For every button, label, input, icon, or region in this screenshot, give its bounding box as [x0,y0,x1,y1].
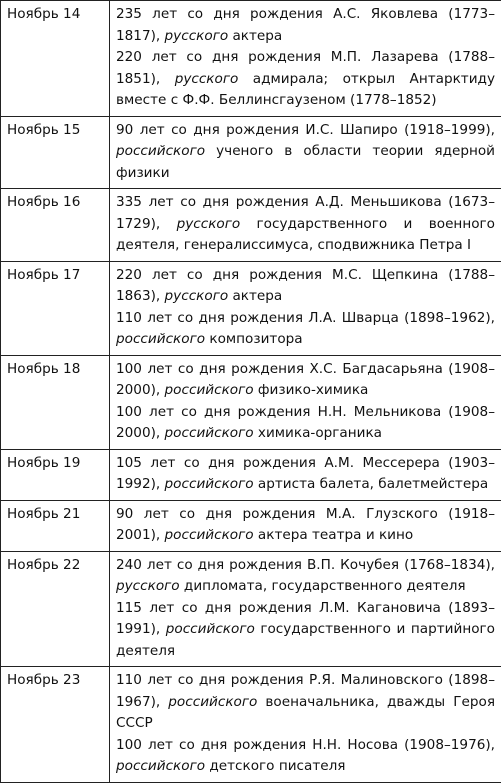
event-text: композитора [205,331,303,347]
event-text: ученого в области теории ядерной физики [116,143,495,181]
event-emphasis: российского [165,425,254,441]
event-entry [116,192,495,257]
event-text: 90 лет со дня рождения И.С. Шапиро (1918–1999), [116,122,495,138]
date-cell: Ноябрь 16 [1,189,110,262]
event-entry [116,47,495,112]
table-row [1,116,501,189]
table-row [1,189,501,262]
anniversary-table-body [1,1,501,783]
event-emphasis: российского [166,621,255,637]
table-row [1,1,501,117]
event-entry [116,308,495,351]
event-text: государственного и партийного деятеля [116,621,495,659]
event-text: артиста балета, балетмейстера [254,476,489,492]
events-cell [110,189,501,262]
event-text: химика-органика [254,425,382,441]
event-entry [116,120,495,185]
event-text: адмирала; открыл Антарктиду вместе с Ф.Ф. Беллинсгаузеном (1778–1852) [116,71,495,109]
event-text: актера [228,28,282,44]
event-entry [116,265,495,308]
date-cell: Ноябрь 22 [1,551,110,667]
event-entry [116,555,495,598]
event-entry [116,735,495,778]
date-cell: Ноябрь 19 [1,449,110,500]
event-text: 235 лет со дня рождения А.С. Яковлева (1773–1817), [116,6,495,44]
event-text: дипломата, государственного деятеля [180,578,466,594]
event-text: 240 лет со дня рождения В.П. Кочубея (1768–1834), [116,557,495,573]
events-cell [110,551,501,667]
date-cell: Ноябрь 23 [1,667,110,783]
event-text: 220 лет со дня рождения М.П. Лазарева (1788–1851), [116,49,495,87]
event-text: детского писателя [205,758,345,774]
event-entry [116,4,495,47]
event-text: 110 лет со дня рождения Р.Я. Малиновского (1898–1967), [116,672,495,710]
event-emphasis: российского [116,143,205,159]
event-text: физико-химика [254,382,369,398]
event-text: государственного и военного деятеля, генералиссимуса, сподвижника Петра I [116,216,495,254]
event-text: 100 лет со дня рождения Н.Н. Мельникова (1908–2000), [116,404,495,442]
events-cell [110,355,501,449]
date-cell: Ноябрь 14 [1,1,110,117]
event-text: 105 лет со дня рождения А.М. Мессерера (1903–1992), [116,455,495,493]
events-cell [110,116,501,189]
event-emphasis: российского [168,694,257,710]
event-emphasis: российского [116,331,205,347]
event-text: актера [228,288,282,304]
event-emphasis: российского [116,758,205,774]
table-row [1,261,501,355]
events-cell [110,500,501,551]
event-entry [116,402,495,445]
date-cell: Ноябрь 15 [1,116,110,189]
table-row [1,355,501,449]
event-text: 100 лет со дня рождения Н.Н. Носова (1908–1976), [116,737,495,753]
event-emphasis: русского [177,216,241,232]
event-emphasis: русского [116,578,180,594]
date-cell: Ноябрь 17 [1,261,110,355]
event-text: 110 лет со дня рождения Л.А. Шварца (1898–1962), [116,310,495,326]
table-row [1,500,501,551]
event-emphasis: российского [165,527,254,543]
event-emphasis: российского [165,476,254,492]
table-row [1,551,501,667]
events-cell [110,261,501,355]
event-text: актера театра и кино [254,527,414,543]
event-text: 220 лет со дня рождения М.С. Щепкина (1788–1863), [116,267,495,305]
event-emphasis: русского [175,71,239,87]
event-entry [116,504,495,547]
events-cell [110,449,501,500]
event-text: 115 лет со дня рождения Л.М. Кагановича (1893–1991), [116,600,495,638]
date-cell: Ноябрь 18 [1,355,110,449]
event-entry [116,670,495,735]
event-entry [116,598,495,663]
event-text: 90 лет со дня рождения М.А. Глузского (1918–2001), [116,506,495,544]
event-entry [116,453,495,496]
event-emphasis: российского [165,382,254,398]
event-emphasis: русского [165,28,229,44]
date-cell: Ноябрь 21 [1,500,110,551]
event-emphasis: русского [165,288,229,304]
event-entry [116,359,495,402]
table-row [1,449,501,500]
event-text: 335 лет со дня рождения А.Д. Меньшикова (1673–1729), [116,194,495,232]
event-text: военачальника, дважды Героя СССР [116,694,495,732]
events-cell [110,1,501,117]
event-text: 100 лет со дня рождения Х.С. Багдасарьяна (1908–2000), [116,361,495,399]
